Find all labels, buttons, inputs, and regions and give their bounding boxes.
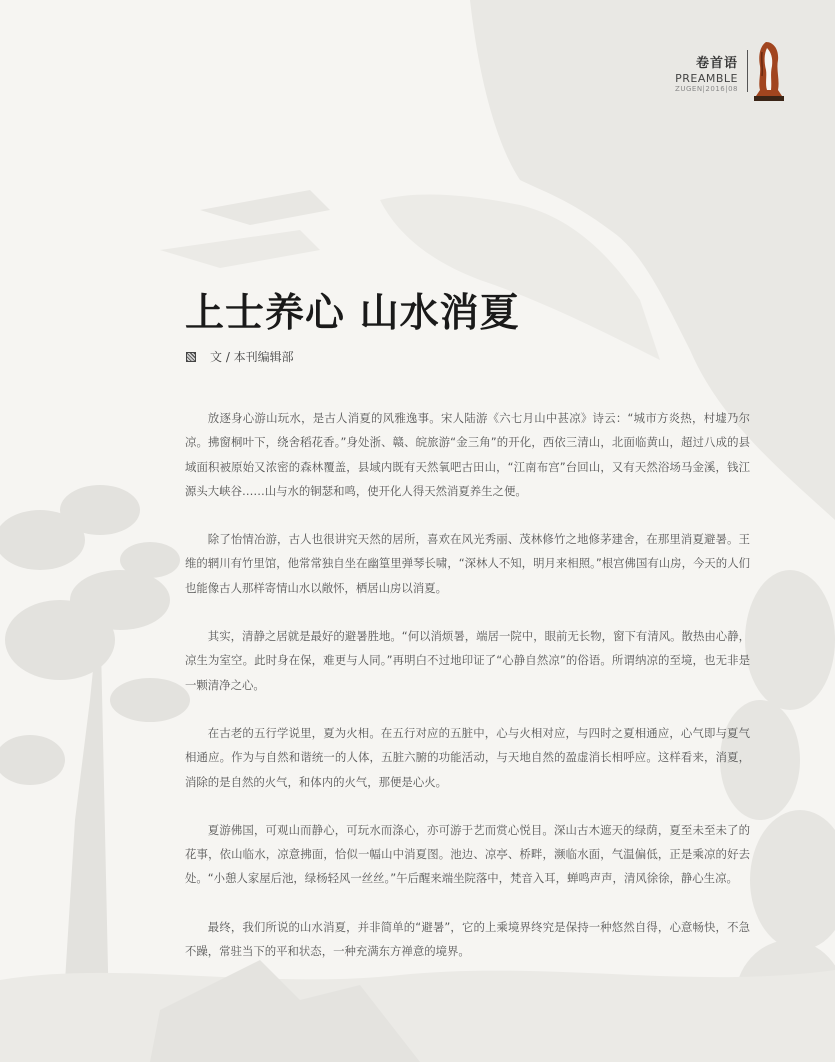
paragraph: 夏游佛国，可观山而静心，可玩水而涤心，亦可游于艺而赏心悦目。深山古木遮天的绿荫，夏至未至未了的花事，依山临水，凉意拂面，恰似一幅山中消夏图。池边、凉亭、桥畔，濒临水面，气温偏低，正是乘凉的好去处。“小憩人家屋后池，绿杨轻风一丝丝。”午后醒来端坐院落中，梵音入耳，蝉鸣声声，清风徐徐，静心生凉。	[185, 822, 750, 886]
root-carving-icon	[752, 40, 786, 102]
paragraph: 除了怡情冶游，古人也很讲究天然的居所，喜欢在风光秀丽、茂林修竹之地修茅建舍，在那里消夏避暑。王维的辋川有竹里馆，他常常独自坐在幽篁里弹琴长啸，“深林人不知，明月来相照。”根宫佛国有山房，今天的人们也能像古人那样寄情山水以敞怀，栖居山房以消夏。	[185, 532, 750, 595]
paragraph: 最终，我们所说的山水消夏，并非简单的“避暑”，它的上乘境界终究是保持一种悠然自得，心意畅快，不急不躁，常驻当下的平和状态，一种充满东方禅意的境界。	[185, 919, 750, 959]
section-label-en: PREAMBLE	[675, 72, 738, 85]
paragraph: 放逐身心游山玩水，是古人消夏的风雅逸事。宋人陆游《六七月山中甚凉》诗云：“城市方炎热，村墟乃尔凉。拂窗桐叶下，绕舍稻花香。”身处浙、赣、皖旅游“金三角”的开化，西依三清山，北面临黄山，超过八成的县域面积被原始又浓密的森林覆盖，县域内既有天然氧吧古田山，“江南布宫”台回山，又有天然浴场马金溪，钱江源头大峡谷……山与水的铜瑟和鸣，使开化人得天然消夏养生之便。	[185, 411, 750, 498]
paragraph: 在古老的五行学说里，夏为火相。在五行对应的五脏中，心与火相对应，与四时之夏相通应，心气即与夏气相通应。作为与自然和谐统一的人体，五脏六腑的功能活动，与天地自然的盈虚消长相呼应。这样看来，消夏，消除的是自然的火气，和体内的火气，那便是心火。	[185, 725, 750, 789]
article-byline	[186, 348, 294, 365]
paragraph: 其实，清静之居就是最好的避暑胜地。“何以消烦暑，端居一院中，眼前无长物，窗下有清风。散热由心静，凉生为室空。此时身在保，难更与人同。”再明白不过地印证了“心静自然凉”的俗语。所谓纳凉的至境，也无非是一颗清净之心。	[185, 629, 750, 692]
article-body	[185, 406, 750, 987]
section-label-zh: 卷首语	[695, 56, 738, 71]
article-title: 上士养心 山水消夏	[185, 290, 520, 336]
byline-text: 文 / 本刊编辑部	[210, 350, 294, 364]
issue-label: ZUGEN|2016|08	[675, 85, 738, 93]
header-divider	[747, 50, 748, 92]
hatched-square-icon	[186, 352, 196, 362]
section-header	[675, 52, 738, 93]
